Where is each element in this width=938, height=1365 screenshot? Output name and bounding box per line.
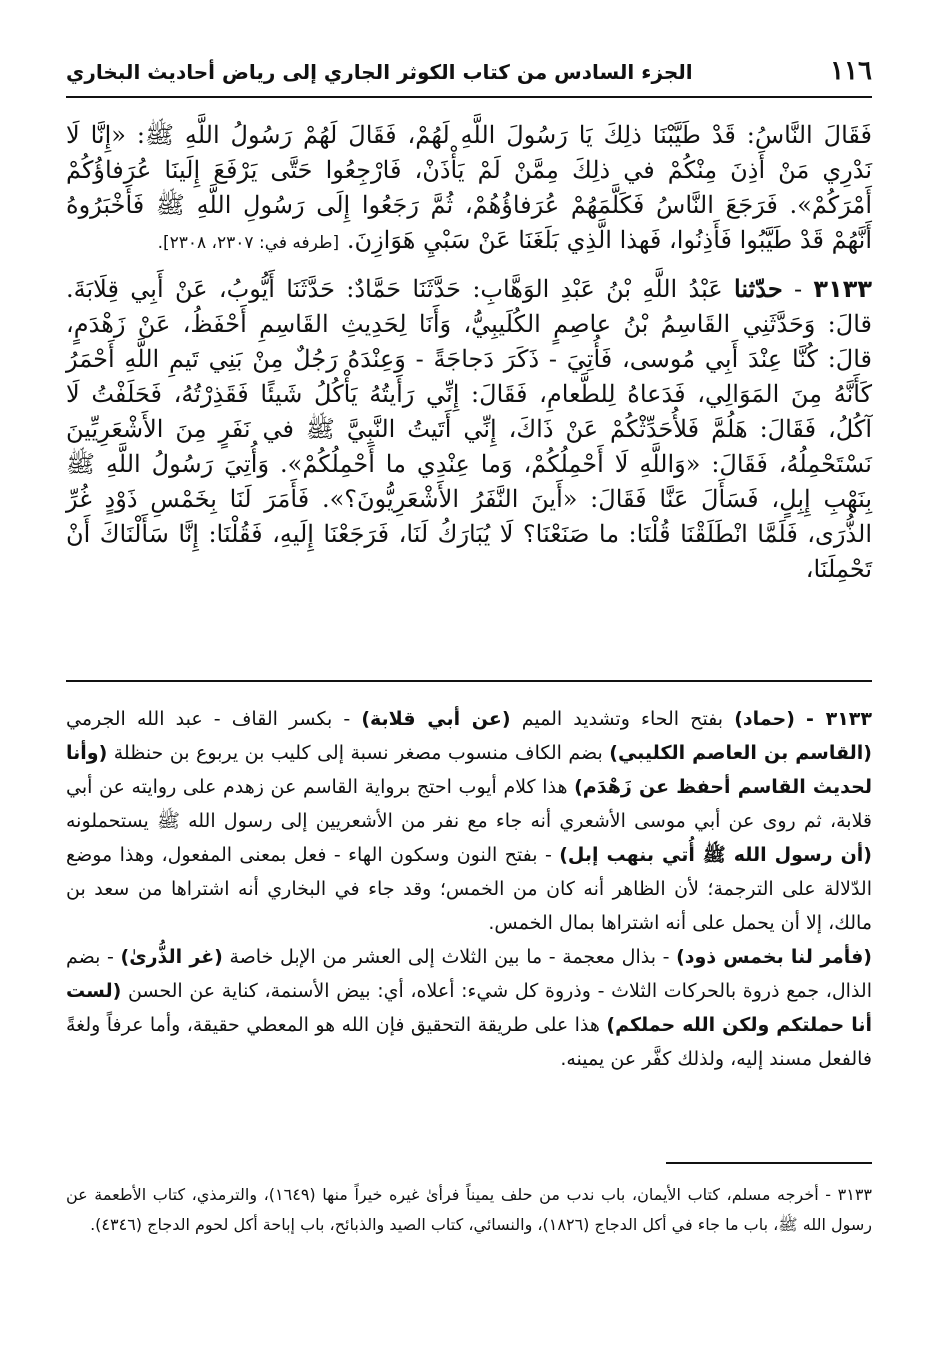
gloss: - بضم الذال، جمع ذروة بالحركات الثلاث - وذروة كل شيء: أعلاه، أي: بيض الأسنمة، كناية عن الحسن <box>66 946 872 1002</box>
hadith-text: عَبْدُ اللَّهِ بْنُ عَبْدِ الوَهَّابِ: حَدَّثَنَا حَمَّادٌ: حَدَّثَنَا أَيُّوبُ، عَنْ أَبِي قِلَابَةَ. قالَ: وَحَدَّثَنِي القَاسِمُ بْنُ عاصِمٍ الكُلَيبِيُّ، وَأَنَا لِحَدِيثِ القَاسِمِ أَحْفَظُ، عَنْ زَهْدَمٍ، قالَ: كُنَّا عِنْدَ أَبِي مُوسى، فَأُتِيَ - ذَكَرَ دَجاجَةً - وَعِنْدَهُ رَجُلٌ مِنْ بَنِي تَيمِ اللَّهِ أَحْمَرُ كَأَنَّهُ مِنَ المَوَالِي، فَدَعاهُ لِلطَّعامِ، فَقَالَ: إِنِّي رَأَيتُهُ يَأْكُلُ شَيئًا فَقَذِرْتُهُ، فَحَلَفْتُ لَا آكُلُ، فَقَالَ: هَلُمَّ فَلأُحَدِّثْكُمْ عَنْ ذَاكَ، إِنِّي أَتَيتُ النَّبِيَّ ﷺ في نَفَرٍ مِنَ الأَشْعَرِيِّينَ نَسْتَحْمِلُهُ، فَقَالَ: «وَاللَّهِ لَا أَحْمِلُكُمْ، وَما عِنْدِي ما أَحْمِلُكُمْ». وَأُتِيَ رَسُولُ اللَّهِ ﷺ بِنَهْبِ إِبِلٍ، فَسَأَلَ عَنَّا فَقَالَ: «أَينَ النَّفَرُ الأَشْعَرِيُّونَ؟». فَأَمَرَ لَنَا بِخَمْسِ ذَوْدٍ غُرِّ الذُّرَى، فَلَمَّا انْطَلَقْنَا قُلْنَا: ما صَنَعْنَا؟ لَا يُبَارَكُ لَنَا، فَرَجَعْنَا إِلَيهِ، فَقُلْنَا: إِنَّا سَأَلْنَاكَ أَنْ تَحْمِلَنَا، <box>66 275 872 583</box>
cross-reference: [طرفه في: ٢٣٠٧، ٢٣٠٨]. <box>157 233 340 253</box>
footnotes <box>66 1180 872 1240</box>
lemma: (القاسم بن العاصم الكليبي) <box>609 742 872 764</box>
lemma: (فأمر لنا بخمس ذود) <box>676 946 872 968</box>
commentary-separator <box>66 680 872 682</box>
footnote-text: ٣١٣٣ - أخرجه مسلم، كتاب الأيمان، باب ندب من حلف يميناً فرأىٰ غيره خيراً منها (١٦٤٩)، والترمذي، كتاب الأطعمة عن رسول الله ﷺ، باب ما جاء في أكل الدجاج (١٨٢٦)، والنسائي، كتاب الصيد والذبائح، باب إباحة أكل لحوم الدجاج (٤٣٤٦). <box>66 1185 872 1234</box>
commentary <box>66 702 872 1076</box>
commentary-number: ٣١٣٣ - <box>806 708 872 730</box>
main-paragraph <box>66 118 872 261</box>
header-rule <box>66 96 872 98</box>
main-text <box>66 118 872 587</box>
gloss: - بذال معجمة - ما بين الثلاث إلى العشر من الإبل خاصة <box>229 946 670 968</box>
hadith-paragraph: ٣١٣٣ - حدّثنا عَبْدُ اللَّهِ بْنُ عَبْدِ الوَهَّابِ: حَدَّثَنَا حَمَّادٌ: حَدَّثَنَا أَيُّوبُ، عَنْ أَبِي قِلَابَةَ. قالَ: وَحَدَّثَنِي القَاسِمُ بْنُ عاصِمٍ الكُلَيبِيُّ، وَأَنَا لِحَدِيثِ القَاسِمِ أَحْفَظُ، عَنْ زَهْدَمٍ، قالَ: كُنَّا عِنْدَ أَبِي مُوسى، فَأُتِيَ - ذَكَرَ دَجاجَةً - وَعِنْدَهُ رَجُلٌ مِنْ بَنِي تَيمِ اللَّهِ أَحْمَرُ كَأَنَّهُ مِنَ المَوَالِي، فَدَعاهُ لِلطَّعامِ، فَقَالَ: إِنِّي رَأَيتُهُ يَأْكُلُ شَيئًا فَقَذِرْتُهُ، فَحَلَفْتُ لَا آكُلُ، فَقَالَ: هَلُمَّ فَلأُحَدِّثْكُمْ عَنْ ذَاكَ، إِنِّي أَتَيتُ النَّبِيَّ ﷺ في نَفَرٍ مِنَ الأَشْعَرِيِّينَ نَسْتَحْمِلُهُ، فَقَالَ: «وَاللَّهِ لَا أَحْمِلُكُمْ، وَما عِنْدِي ما أَحْمِلُكُمْ». وَأُتِيَ رَسُولُ اللَّهِ ﷺ بِنَهْبِ إِبِلٍ، فَسَأَلَ عَنَّا فَقَالَ: «أَينَ النَّفَرُ الأَشْعَرِيُّونَ؟». فَأَمَرَ لَنَا بِخَمْسِ ذَوْدٍ غُرِّ الذُّرَى، فَلَمَّا انْطَلَقْنَا قُلْنَا: ما صَنَعْنَا؟ لَا يُبَارَكُ لَنَا، فَرَجَعْنَا إِلَيهِ، فَقُلْنَا: إِنَّا سَأَلْنَاكَ أَنْ تَحْمِلَنَا، <box>66 274 873 583</box>
gloss: هذا على طريقة التحقيق فإن الله هو المعطي حقيقة، وأما عرفاً ولغةً فالفعل مسند إليه، ولذلك كفَّر عن يمينه. <box>66 1014 872 1070</box>
running-title: الجزء السادس من كتاب الكوثر الجاري إلى رياض أحاديث البخاري <box>66 60 693 84</box>
lemma: (لست أنا حملتكم ولكن الله حملكم) <box>66 980 872 1036</box>
lemma: (وأنا لحديث القاسم أحفظ عن زَهْدَم) <box>66 742 872 798</box>
lemma: (حماد) <box>734 708 795 730</box>
gloss: بفتح الحاء وتشديد الميم <box>521 708 724 730</box>
gloss: هذا كلام أيوب احتج برواية القاسم عن زهدم على روايته عن أبي قلابة، ثم روى عن أبي موسى الأشعري أنه جاء مع نفر من الأشعريين إلى رسول الله ﷺ يستحملونه <box>66 776 872 832</box>
commentary-paragraph <box>66 940 872 1076</box>
gloss: بضم الكاف منسوب مصغر نسبة إلى كليب بن يربوع بن حنظلة <box>113 742 603 764</box>
haddathana-label: حدّثنا <box>734 274 783 303</box>
gloss: - بكسر القاف - عبد الله الجرمي <box>66 708 351 730</box>
page-number: ١١٦ <box>830 56 872 86</box>
gloss: - بفتح النون وسكون الهاء - فعل بمعنى المفعول، وهذا موضع الدّلالة على الترجمة؛ لأن الظاهر أنه كان من الخمس؛ وقد جاء في البخاري أنه اشتراها من سعد بن مالك، إلا أن يحمل على أنه اشتراها بمال الخمس. <box>66 844 872 934</box>
main-paragraph-text: فَقَالَ النَّاسُ: قَدْ طَيَّبْنَا ذلِكَ يَا رَسُولَ اللَّهِ لَهُمْ، فَقَالَ لَهُمْ رَسُولُ اللَّهِ ﷺ: «إِنَّا لَا نَدْرِي مَنْ أَذِنَ مِنْكُمْ في ذلِكَ مِمَّنْ لَمْ يَأْذَنْ، فَارْجِعُوا حَتَّى يَرْفَعَ إِلَينَا عُرَفاؤُكُمْ أَمْرَكُمْ». فَرَجَعَ النَّاسُ فَكَلَّمَهُمْ عُرَفاؤُهُمْ، ثُمَّ رَجَعُوا إِلَى رَسُولِ اللَّهِ ﷺ فَأَخْبَرُوهُ أَنَّهُمْ قَدْ طَيَّبُوا فَأَذِنُوا، فَهذا الَّذِي بَلَغَنَا عَنْ سَبْيِ هَوَازِنَ. <box>66 121 872 254</box>
commentary-paragraph <box>66 702 872 940</box>
lemma: (أن رسول الله ﷺ أُتي بنهب إبل) <box>559 844 872 866</box>
footnote-rule <box>666 1162 872 1164</box>
page-header <box>66 52 872 98</box>
lemma: (عن أبي قلابة) <box>361 708 511 730</box>
hadith-number: ٣١٣٣ <box>813 275 873 303</box>
lemma: (غر الذُّرىٰ) <box>120 946 223 968</box>
